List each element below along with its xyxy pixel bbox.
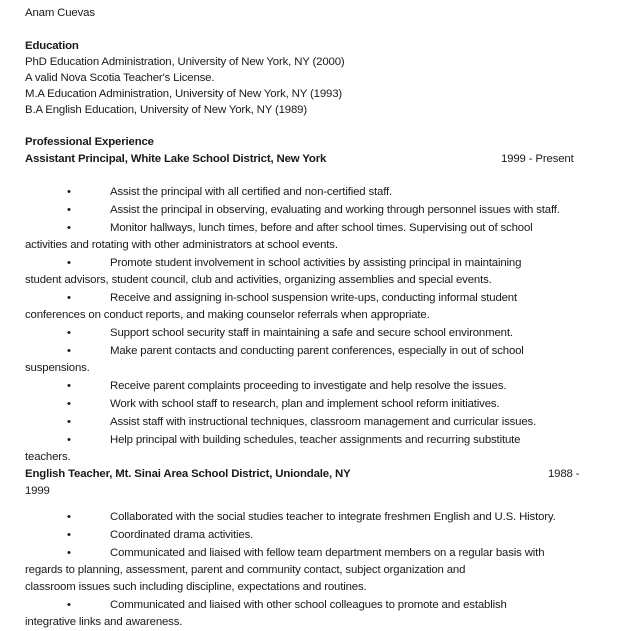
- bullet-icon: •: [67, 327, 71, 339]
- bullet-icon: •: [67, 257, 71, 269]
- bullet-icon: •: [67, 345, 71, 357]
- bullet-icon: •: [67, 511, 71, 523]
- bullet-item: [67, 202, 612, 219]
- bullet-item: [25, 255, 612, 289]
- bullet-item: [67, 325, 612, 342]
- job-dates-end: 1999: [25, 485, 50, 497]
- bullet-text-continuation: classroom issues such including discipline, expectations and routines.: [25, 581, 367, 593]
- bullet-text: Coordinated drama activities.: [110, 529, 254, 541]
- job-dates-start: 1988 -: [548, 468, 580, 480]
- bullet-icon: •: [67, 292, 71, 304]
- bullet-icon: •: [67, 529, 71, 541]
- bullet-item: [25, 343, 612, 377]
- bullet-text-continuation: conferences on conduct reports, and making counselor referrals when appropriate.: [25, 309, 430, 321]
- education-item: M.A Education Administration, University of New York, NY (1993): [25, 88, 343, 100]
- bullet-item: [25, 432, 612, 466]
- bullet-text-continuation: teachers.: [25, 451, 71, 463]
- bullet-item: [67, 378, 612, 395]
- bullet-text: Make parent contacts and conducting parent conferences, especially in out of school: [110, 345, 524, 357]
- bullet-text: Help principal with building schedules, teacher assignments and recurring substitute: [110, 434, 521, 446]
- bullet-icon: •: [67, 398, 71, 410]
- bullet-icon: •: [67, 599, 71, 611]
- bullet-icon: •: [67, 186, 71, 198]
- job-title: Assistant Principal, White Lake School District, New York: [25, 153, 327, 165]
- bullet-text: Work with school staff to research, plan and implement school reform initiatives.: [110, 398, 500, 410]
- bullet-text-continuation: activities and rotating with other administrators at school events.: [25, 239, 338, 251]
- bullet-icon: •: [67, 416, 71, 428]
- bullet-item: [67, 184, 612, 201]
- bullet-text-continuation: suspensions.: [25, 362, 90, 374]
- education-item: A valid Nova Scotia Teacher's License.: [25, 72, 215, 84]
- bullet-item: [67, 527, 612, 544]
- bullet-item: [25, 290, 612, 324]
- bullet-icon: •: [67, 547, 71, 559]
- bullet-text: Assist the principal in observing, evaluating and working through personnel issues with staff.: [110, 204, 560, 216]
- bullet-item: [25, 545, 612, 596]
- bullet-text-continuation: regards to planning, assessment, parent and community contact, subject organization and: [25, 564, 466, 576]
- education-item: B.A English Education, University of New York, NY (1989): [25, 104, 307, 116]
- bullet-text: Support school security staff in maintaining a safe and secure school environment.: [110, 327, 513, 339]
- bullet-text: Monitor hallways, lunch times, before and after school times. Supervising out of school: [110, 222, 533, 234]
- candidate-name: Anam Cuevas: [25, 7, 95, 19]
- bullet-text: Receive and assigning in-school suspension write-ups, conducting informal student: [110, 292, 518, 304]
- bullet-text-continuation: student advisors, student council, club and activities, organizing assemblies and special events.: [25, 274, 492, 286]
- bullet-item: [67, 396, 612, 413]
- bullet-item: [67, 509, 612, 526]
- bullet-icon: •: [67, 380, 71, 392]
- bullet-item: [25, 597, 612, 631]
- bullet-text: Assist staff with instructional techniques, classroom management and curricular issues.: [110, 416, 537, 428]
- bullet-text-continuation: integrative links and awareness.: [25, 616, 183, 628]
- bullet-icon: •: [67, 204, 71, 216]
- experience-heading: Professional Experience: [25, 136, 154, 148]
- bullet-text: Communicated and liaised with fellow team department members on a regular basis with: [110, 547, 545, 559]
- bullet-item: [67, 414, 612, 431]
- bullet-text: Assist the principal with all certified and non-certified staff.: [110, 186, 393, 198]
- bullet-text: Communicated and liaised with other school colleagues to promote and establish: [110, 599, 507, 611]
- bullet-text: Receive parent complaints proceeding to investigate and help resolve the issues.: [110, 380, 507, 392]
- education-heading: Education: [25, 40, 79, 52]
- bullet-icon: •: [67, 434, 71, 446]
- bullet-icon: •: [67, 222, 71, 234]
- job-title: English Teacher, Mt. Sinai Area School District, Uniondale, NY: [25, 468, 351, 480]
- job-dates: 1999 - Present: [501, 153, 574, 165]
- bullet-item: [25, 220, 612, 254]
- education-item: PhD Education Administration, University of New York, NY (2000): [25, 56, 345, 68]
- bullet-text: Collaborated with the social studies teacher to integrate freshmen English and U.S. History.: [110, 511, 556, 523]
- bullet-text: Promote student involvement in school activities by assisting principal in maintaining: [110, 257, 522, 269]
